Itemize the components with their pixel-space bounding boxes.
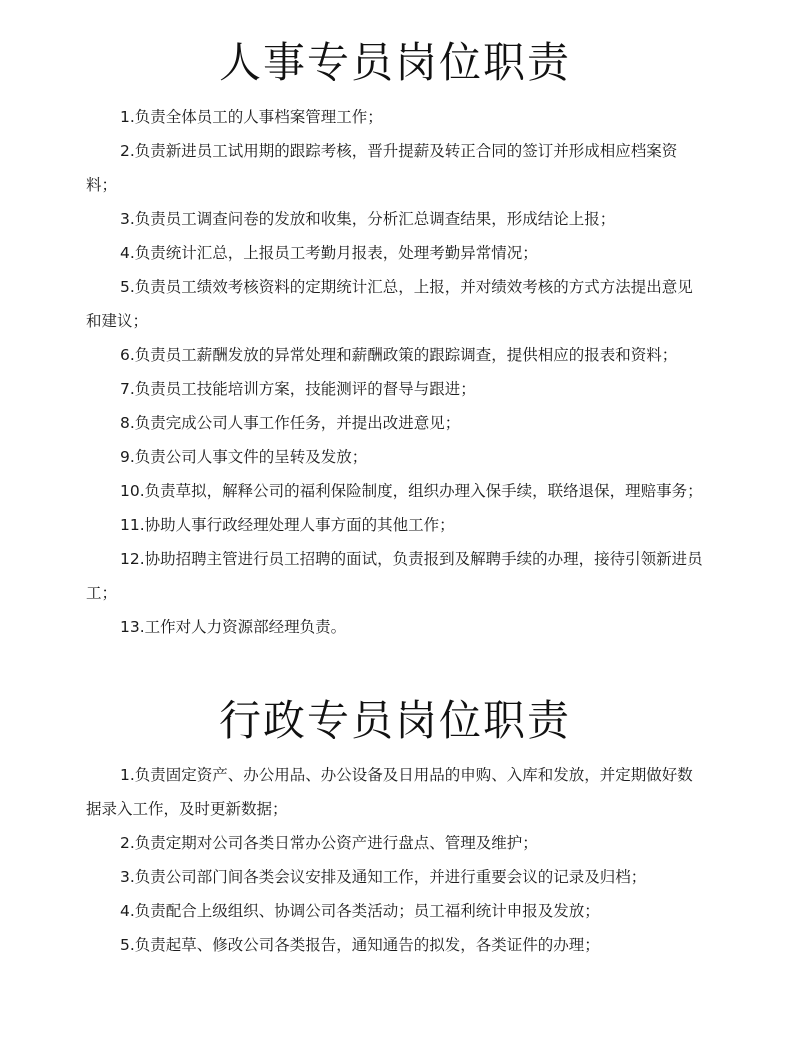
admin-duty-item: 4.负责配合上级组织、协调公司各类活动；员工福利统计申报及发放； (120, 902, 600, 920)
hr-duty-item: 1.负责全体员工的人事档案管理工作； (120, 108, 383, 126)
admin-duty-item: 1.负责固定资产、办公用品、办公设备及日用品的申购、入库和发放，并定期做好数据录入工作，及时更新数据； (86, 766, 693, 818)
admin-duty-item: 3.负责公司部门间各类会议安排及通知工作，并进行重要会议的记录及归档； (120, 868, 647, 886)
hr-duty-item: 11.协助人事行政经理处理人事方面的其他工作； (120, 516, 455, 534)
hr-duty-item: 2.负责新进员工试用期的跟踪考核，晋升提薪及转正合同的签订并形成相应档案资料； (86, 142, 678, 194)
admin-section-title: 行政专员岗位职责 (218, 696, 571, 745)
hr-duty-item: 3.负责员工调查问卷的发放和收集，分析汇总调查结果，形成结论上报； (120, 210, 616, 228)
hr-duty-item: 9.负责公司人事文件的呈转及发放； (120, 448, 368, 466)
hr-duty-item: 10.负责草拟，解释公司的福利保险制度，组织办理入保手续，联络退保，理赔事务； (120, 482, 703, 500)
admin-duty-item: 5.负责起草、修改公司各类报告，通知通告的拟发，各类证件的办理； (120, 936, 600, 954)
hr-section-title: 人事专员岗位职责 (218, 38, 571, 87)
admin-duty-item: 2.负责定期对公司各类日常办公资产进行盘点、管理及维护； (120, 834, 538, 852)
admin-duty-list (86, 758, 704, 962)
hr-duty-item: 7.负责员工技能培训方案，技能测评的督导与跟进； (120, 380, 476, 398)
hr-duty-list (86, 100, 704, 644)
hr-duty-item: 12.协助招聘主管进行员工招聘的面试，负责报到及解聘手续的办理，接待引领新进员工； (86, 550, 703, 602)
hr-duty-item: 8.负责完成公司人事工作任务，并提出改进意见； (120, 414, 461, 432)
hr-duty-item: 5.负责员工绩效考核资料的定期统计汇总，上报，并对绩效考核的方式方法提出意见和建议； (86, 278, 693, 330)
hr-duty-item: 6.负责员工薪酬发放的异常处理和薪酬政策的跟踪调查，提供相应的报表和资料； (120, 346, 678, 364)
hr-duty-item: 13.工作对人力资源部经理负责。 (120, 618, 347, 636)
hr-duty-item: 4.负责统计汇总，上报员工考勤月报表，处理考勤异常情况； (120, 244, 538, 262)
